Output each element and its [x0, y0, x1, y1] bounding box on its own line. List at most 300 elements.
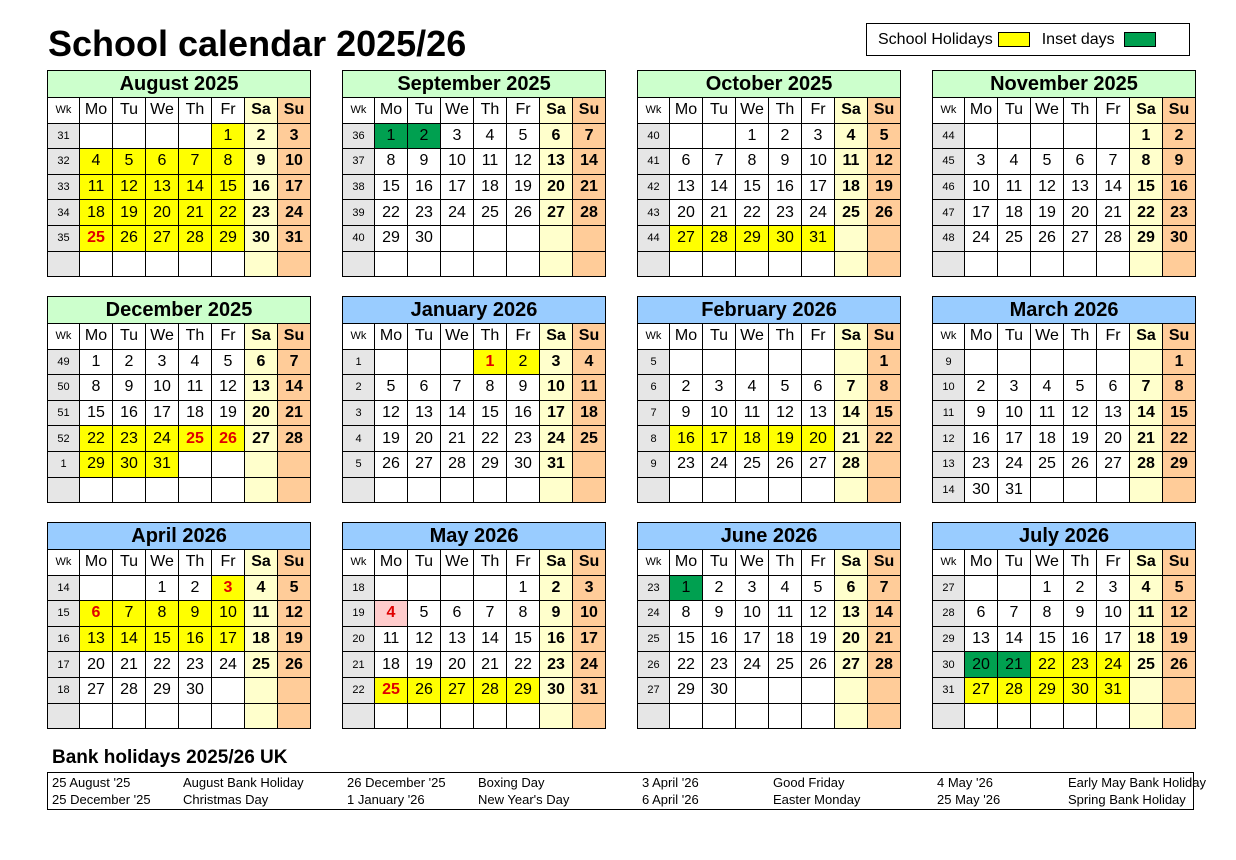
- day-cell: [573, 703, 606, 729]
- day-cell: [1130, 251, 1163, 277]
- day-cell: 18: [573, 400, 606, 426]
- bank-holiday-date: 6 April '26: [642, 792, 699, 807]
- day-cell: 9: [670, 400, 703, 426]
- week-number: [638, 703, 670, 729]
- day-cell: 7: [441, 375, 474, 401]
- day-cell: [441, 477, 474, 503]
- day-cell: 8: [212, 149, 245, 175]
- day-cell: [1130, 703, 1163, 729]
- day-cell: 23: [408, 200, 441, 226]
- day-cell: 5: [278, 575, 311, 601]
- day-cell: 26: [113, 225, 146, 251]
- day-cell: 7: [573, 123, 606, 149]
- day-cell: 30: [113, 451, 146, 477]
- day-cell: 6: [670, 149, 703, 175]
- day-header: Wk: [638, 98, 670, 124]
- day-cell: 24: [573, 652, 606, 678]
- day-cell: 25: [179, 426, 212, 452]
- day-header: Tu: [998, 550, 1031, 576]
- day-cell: [835, 225, 868, 251]
- day-cell: 5: [507, 123, 540, 149]
- day-header: Fr: [1097, 324, 1130, 350]
- day-cell: [212, 251, 245, 277]
- week-number: [343, 703, 375, 729]
- week-number: 32: [48, 149, 80, 175]
- day-cell: [408, 575, 441, 601]
- week-number: [48, 477, 80, 503]
- day-cell: 24: [802, 200, 835, 226]
- week-number: [933, 251, 965, 277]
- day-cell: 29: [1130, 225, 1163, 251]
- day-cell: [1130, 477, 1163, 503]
- day-cell: 4: [375, 601, 408, 627]
- day-cell: 10: [278, 149, 311, 175]
- day-cell: 28: [179, 225, 212, 251]
- day-cell: 17: [998, 426, 1031, 452]
- day-cell: 19: [802, 626, 835, 652]
- week-number: 45: [933, 149, 965, 175]
- month-title: March 2026: [933, 297, 1196, 324]
- day-cell: 26: [868, 200, 901, 226]
- day-cell: [965, 251, 998, 277]
- day-header: Fr: [212, 324, 245, 350]
- day-cell: [769, 349, 802, 375]
- day-header: Th: [474, 324, 507, 350]
- day-cell: 3: [703, 375, 736, 401]
- week-number: 17: [48, 652, 80, 678]
- bank-holiday-date: 25 August '25: [52, 775, 131, 790]
- day-cell: 31: [802, 225, 835, 251]
- day-cell: 23: [540, 652, 573, 678]
- day-cell: 4: [835, 123, 868, 149]
- day-cell: 9: [113, 375, 146, 401]
- day-cell: 8: [670, 601, 703, 627]
- day-cell: [245, 477, 278, 503]
- day-cell: 30: [965, 477, 998, 503]
- day-cell: 29: [146, 677, 179, 703]
- day-cell: 28: [998, 677, 1031, 703]
- day-header: Tu: [113, 98, 146, 124]
- day-header: Tu: [998, 98, 1031, 124]
- day-cell: 5: [375, 375, 408, 401]
- day-cell: 3: [540, 349, 573, 375]
- day-cell: 18: [80, 200, 113, 226]
- day-cell: 29: [1031, 677, 1064, 703]
- day-cell: 21: [703, 200, 736, 226]
- day-cell: 10: [1097, 601, 1130, 627]
- day-cell: 25: [998, 225, 1031, 251]
- day-cell: 20: [1097, 426, 1130, 452]
- month-1: [342, 70, 605, 277]
- day-cell: [146, 251, 179, 277]
- month-title: October 2025: [638, 71, 901, 98]
- bank-holiday-date: 25 May '26: [937, 792, 1001, 807]
- day-cell: 13: [802, 400, 835, 426]
- day-cell: [703, 251, 736, 277]
- week-number: [48, 703, 80, 729]
- day-cell: 16: [245, 174, 278, 200]
- day-cell: [1163, 677, 1196, 703]
- day-header: Wk: [343, 98, 375, 124]
- day-cell: 21: [441, 426, 474, 452]
- day-cell: 11: [835, 149, 868, 175]
- day-cell: 15: [375, 174, 408, 200]
- day-cell: 1: [146, 575, 179, 601]
- day-cell: 15: [1130, 174, 1163, 200]
- day-cell: 12: [507, 149, 540, 175]
- day-cell: 17: [965, 200, 998, 226]
- day-cell: [573, 451, 606, 477]
- day-header: Sa: [835, 324, 868, 350]
- month-title: September 2025: [343, 71, 606, 98]
- day-cell: 26: [507, 200, 540, 226]
- month-5: [342, 296, 605, 503]
- bank-holiday-name: Good Friday: [773, 775, 845, 790]
- day-cell: 1: [80, 349, 113, 375]
- day-cell: 13: [245, 375, 278, 401]
- day-cell: [998, 703, 1031, 729]
- day-cell: [441, 575, 474, 601]
- day-cell: 15: [736, 174, 769, 200]
- day-cell: 18: [835, 174, 868, 200]
- day-cell: [441, 251, 474, 277]
- week-number: 34: [48, 200, 80, 226]
- day-cell: 9: [507, 375, 540, 401]
- day-cell: 20: [80, 652, 113, 678]
- day-cell: 1: [1163, 349, 1196, 375]
- day-cell: 15: [868, 400, 901, 426]
- week-number: 4: [343, 426, 375, 452]
- day-cell: [278, 703, 311, 729]
- day-cell: 19: [408, 652, 441, 678]
- week-number: 44: [933, 123, 965, 149]
- day-header: Wk: [638, 324, 670, 350]
- day-cell: 23: [1163, 200, 1196, 226]
- day-header: Fr: [212, 550, 245, 576]
- day-cell: 29: [670, 677, 703, 703]
- month-11: [932, 522, 1195, 729]
- day-header: Su: [1163, 550, 1196, 576]
- day-cell: [278, 251, 311, 277]
- day-cell: 4: [245, 575, 278, 601]
- day-cell: [573, 251, 606, 277]
- day-cell: 6: [245, 349, 278, 375]
- day-cell: [670, 477, 703, 503]
- day-cell: 12: [1064, 400, 1097, 426]
- day-cell: 16: [965, 426, 998, 452]
- day-cell: 11: [736, 400, 769, 426]
- week-number: 48: [933, 225, 965, 251]
- day-cell: 3: [965, 149, 998, 175]
- day-header: Su: [1163, 324, 1196, 350]
- week-number: 21: [343, 652, 375, 678]
- day-cell: 15: [1031, 626, 1064, 652]
- week-number: 8: [638, 426, 670, 452]
- day-cell: 30: [1064, 677, 1097, 703]
- day-cell: 15: [80, 400, 113, 426]
- day-cell: 12: [1031, 174, 1064, 200]
- day-cell: 31: [278, 225, 311, 251]
- day-cell: 20: [670, 200, 703, 226]
- day-cell: 20: [1064, 200, 1097, 226]
- day-cell: [245, 703, 278, 729]
- day-cell: [998, 349, 1031, 375]
- day-cell: 2: [113, 349, 146, 375]
- week-number: 40: [638, 123, 670, 149]
- day-cell: 22: [80, 426, 113, 452]
- week-number: 29: [933, 626, 965, 652]
- day-cell: 24: [212, 652, 245, 678]
- week-number: 5: [343, 451, 375, 477]
- bank-holiday-name: August Bank Holiday: [183, 775, 304, 790]
- day-header: Mo: [670, 98, 703, 124]
- day-cell: 10: [540, 375, 573, 401]
- day-cell: 25: [80, 225, 113, 251]
- day-cell: 14: [835, 400, 868, 426]
- day-cell: 30: [703, 677, 736, 703]
- month-title: April 2026: [48, 523, 311, 550]
- day-cell: [835, 251, 868, 277]
- day-cell: 12: [769, 400, 802, 426]
- day-cell: [802, 477, 835, 503]
- day-cell: 26: [1031, 225, 1064, 251]
- day-cell: [441, 349, 474, 375]
- day-cell: 2: [179, 575, 212, 601]
- day-header: Sa: [1130, 98, 1163, 124]
- day-cell: 21: [1097, 200, 1130, 226]
- day-cell: 1: [507, 575, 540, 601]
- day-cell: 24: [1097, 652, 1130, 678]
- day-cell: 7: [474, 601, 507, 627]
- day-header: Th: [1064, 98, 1097, 124]
- day-cell: 10: [736, 601, 769, 627]
- day-cell: 5: [868, 123, 901, 149]
- day-cell: 11: [1031, 400, 1064, 426]
- day-cell: 27: [408, 451, 441, 477]
- month-title: January 2026: [343, 297, 606, 324]
- week-number: 7: [638, 400, 670, 426]
- day-cell: 6: [540, 123, 573, 149]
- day-cell: [245, 251, 278, 277]
- day-cell: [212, 703, 245, 729]
- day-header: Tu: [408, 324, 441, 350]
- day-cell: 9: [769, 149, 802, 175]
- day-cell: 12: [375, 400, 408, 426]
- day-cell: 24: [965, 225, 998, 251]
- day-cell: [703, 477, 736, 503]
- week-number: 14: [933, 477, 965, 503]
- day-cell: 17: [146, 400, 179, 426]
- day-cell: 12: [278, 601, 311, 627]
- day-cell: 16: [703, 626, 736, 652]
- day-cell: [1064, 703, 1097, 729]
- day-header: Su: [573, 550, 606, 576]
- day-cell: 12: [1163, 601, 1196, 627]
- day-cell: 10: [212, 601, 245, 627]
- day-cell: 30: [1163, 225, 1196, 251]
- day-cell: 29: [474, 451, 507, 477]
- week-number: [933, 703, 965, 729]
- day-cell: 4: [998, 149, 1031, 175]
- day-header: Su: [278, 98, 311, 124]
- day-header: Mo: [965, 324, 998, 350]
- day-cell: [113, 251, 146, 277]
- day-cell: [179, 477, 212, 503]
- day-header: Su: [573, 98, 606, 124]
- week-number: 43: [638, 200, 670, 226]
- day-header: Fr: [212, 98, 245, 124]
- bank-holiday-name: Christmas Day: [183, 792, 269, 807]
- day-cell: 3: [441, 123, 474, 149]
- day-cell: [868, 677, 901, 703]
- day-cell: 13: [441, 626, 474, 652]
- day-cell: 31: [573, 677, 606, 703]
- day-cell: 16: [769, 174, 802, 200]
- day-cell: [507, 477, 540, 503]
- day-cell: [408, 703, 441, 729]
- day-cell: 13: [670, 174, 703, 200]
- week-number: 18: [48, 677, 80, 703]
- day-cell: 9: [1064, 601, 1097, 627]
- day-cell: 31: [998, 477, 1031, 503]
- week-number: 27: [638, 677, 670, 703]
- day-cell: 16: [179, 626, 212, 652]
- day-cell: 7: [868, 575, 901, 601]
- day-cell: 19: [212, 400, 245, 426]
- day-cell: [736, 349, 769, 375]
- day-header: Fr: [507, 324, 540, 350]
- day-cell: 28: [868, 652, 901, 678]
- day-cell: 5: [1064, 375, 1097, 401]
- day-cell: 27: [540, 200, 573, 226]
- day-cell: [507, 251, 540, 277]
- day-cell: 6: [80, 601, 113, 627]
- day-cell: 2: [965, 375, 998, 401]
- month-title: December 2025: [48, 297, 311, 324]
- day-cell: 18: [179, 400, 212, 426]
- day-cell: [868, 225, 901, 251]
- day-cell: [1097, 123, 1130, 149]
- day-header: Mo: [375, 324, 408, 350]
- day-cell: 23: [1064, 652, 1097, 678]
- day-cell: 13: [80, 626, 113, 652]
- day-cell: 5: [769, 375, 802, 401]
- day-cell: [965, 575, 998, 601]
- week-number: 26: [638, 652, 670, 678]
- day-cell: [441, 225, 474, 251]
- day-cell: 28: [113, 677, 146, 703]
- month-8: [47, 522, 310, 729]
- day-cell: 14: [1130, 400, 1163, 426]
- day-header: Wk: [343, 550, 375, 576]
- day-cell: 15: [507, 626, 540, 652]
- day-cell: 16: [507, 400, 540, 426]
- day-cell: 13: [1097, 400, 1130, 426]
- day-cell: 23: [507, 426, 540, 452]
- bank-holiday-name: Easter Monday: [773, 792, 861, 807]
- day-header: Sa: [835, 98, 868, 124]
- day-cell: 3: [278, 123, 311, 149]
- day-cell: 24: [998, 451, 1031, 477]
- day-cell: 11: [80, 174, 113, 200]
- day-cell: 2: [245, 123, 278, 149]
- day-cell: 13: [540, 149, 573, 175]
- day-cell: [540, 251, 573, 277]
- day-header: Fr: [1097, 98, 1130, 124]
- day-cell: [474, 251, 507, 277]
- day-cell: 8: [1163, 375, 1196, 401]
- day-cell: 1: [736, 123, 769, 149]
- day-cell: 10: [441, 149, 474, 175]
- day-cell: 3: [736, 575, 769, 601]
- week-number: 15: [48, 601, 80, 627]
- day-cell: [769, 677, 802, 703]
- day-cell: 17: [703, 426, 736, 452]
- day-cell: 1: [1130, 123, 1163, 149]
- week-number: 40: [343, 225, 375, 251]
- day-cell: 18: [998, 200, 1031, 226]
- day-cell: [540, 703, 573, 729]
- day-header: Su: [868, 98, 901, 124]
- day-cell: 27: [146, 225, 179, 251]
- day-cell: 10: [146, 375, 179, 401]
- day-cell: 25: [1130, 652, 1163, 678]
- day-cell: 2: [507, 349, 540, 375]
- day-cell: 3: [573, 575, 606, 601]
- day-cell: [146, 123, 179, 149]
- day-header: Mo: [965, 98, 998, 124]
- day-header: Th: [179, 324, 212, 350]
- day-cell: 22: [212, 200, 245, 226]
- day-cell: 4: [573, 349, 606, 375]
- day-cell: [1031, 123, 1064, 149]
- day-cell: 12: [868, 149, 901, 175]
- day-cell: 11: [375, 626, 408, 652]
- day-cell: 8: [146, 601, 179, 627]
- day-cell: 6: [146, 149, 179, 175]
- day-cell: 29: [375, 225, 408, 251]
- day-cell: 14: [703, 174, 736, 200]
- day-cell: 5: [212, 349, 245, 375]
- day-header: We: [441, 98, 474, 124]
- day-header: Su: [1163, 98, 1196, 124]
- day-header: Tu: [408, 550, 441, 576]
- page-title: School calendar 2025/26: [48, 23, 467, 64]
- day-cell: 30: [769, 225, 802, 251]
- day-cell: 5: [1031, 149, 1064, 175]
- day-header: Th: [474, 550, 507, 576]
- week-number: 3: [343, 400, 375, 426]
- day-cell: [146, 703, 179, 729]
- day-cell: [703, 703, 736, 729]
- day-cell: 11: [474, 149, 507, 175]
- day-header: Wk: [638, 550, 670, 576]
- day-cell: 30: [245, 225, 278, 251]
- day-header: Wk: [48, 550, 80, 576]
- day-cell: [868, 477, 901, 503]
- day-header: Tu: [998, 324, 1031, 350]
- day-header: We: [146, 324, 179, 350]
- week-number: 30: [933, 652, 965, 678]
- day-header: Th: [179, 550, 212, 576]
- week-number: 24: [638, 601, 670, 627]
- day-cell: 28: [703, 225, 736, 251]
- day-cell: 11: [769, 601, 802, 627]
- day-cell: 6: [835, 575, 868, 601]
- day-cell: 27: [802, 451, 835, 477]
- day-cell: 14: [868, 601, 901, 627]
- day-cell: [769, 477, 802, 503]
